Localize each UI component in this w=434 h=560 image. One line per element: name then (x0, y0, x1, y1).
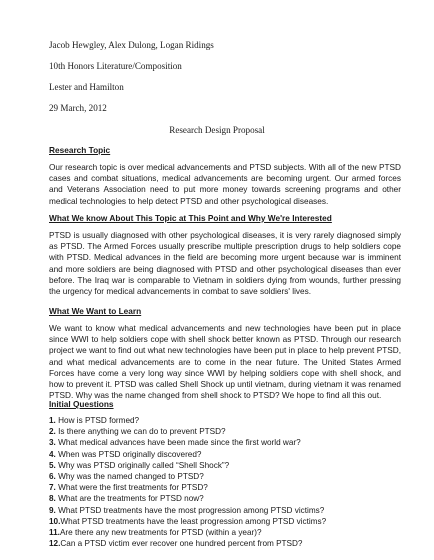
course-line: 10th Honors Literature/Composition (49, 61, 182, 71)
authors-line: Jacob Hewgley, Alex Dulong, Logan Ridings (49, 40, 214, 50)
document-title: Research Design Proposal (169, 125, 265, 135)
list-item: 1. How is PTSD formed? (49, 416, 140, 425)
questions-list (49, 415, 401, 549)
teachers-line: Lester and Hamilton (49, 82, 124, 92)
list-item: 5. Why was PTSD originally called “Shell Shock”? (49, 460, 230, 470)
list-item: 8. What are the treatments for PTSD now? (49, 494, 204, 504)
list-item: 6. Why was the named changed to PTSD? (49, 472, 204, 482)
section-heading: Initial Questions (49, 399, 114, 409)
list-item: 3. What medical advances have been made since the first world war? (49, 438, 301, 448)
section-paragraph: We want to know what medical advancements and new technologies have been put in place since WWI to help soldiers cope with shell shock better known as PTSD. Through our research project we want to find out what new technologies have been put in place to help prevent PTSD, and what medical advancements are to come in the near future. The United States Armed Forces have come a very long way since WWI by helping soldiers cope with shell shock, and how to prevent it. PTSD was called Shell Shock up until vietnam, during vietnam it was renamed PTSD. Why was the name changed from shell shock to PTSD? We hope to find all this out. (49, 324, 401, 401)
section-research-topic (49, 145, 401, 207)
section-heading: Research Topic (49, 145, 111, 155)
section-what-we-want (49, 306, 401, 401)
section-heading: What We Want to Learn (49, 306, 142, 316)
list-item: 12.Can a PTSD victim ever recover one hundred percent from PTSD? (49, 539, 303, 549)
list-item: 4. When was PTSD originally discovered? (49, 449, 202, 459)
list-item: 11.Are there any new treatments for PTSD (within a year)? (49, 528, 262, 538)
list-item: 2. Is there anything we can do to prevent PTSD? (49, 427, 226, 437)
list-item: 9. What PTSD treatments have the most progression among PTSD victims? (49, 505, 325, 515)
list-item: 10.What PTSD treatments have the least progression among PTSD victims? (49, 516, 327, 526)
date-line: 29 March, 2012 (49, 103, 107, 113)
section-paragraph: Our research topic is over medical advancements and PTSD subjects. With all of the new PTSD cases and combat situations, medical advancements are becoming urgent. Our armed forces and Veterans Association need to put more money towards screening programs and other medical technologies to help detect PTSD and other psychological diseases. (49, 163, 401, 206)
section-what-we-know (49, 213, 401, 297)
list-item: 7. What were the first treatments for PTSD? (49, 483, 208, 493)
section-heading: What We know About This Topic at This Point and Why We're Interested (49, 213, 332, 223)
section-paragraph: PTSD is usually diagnosed with other psychological diseases, it is very rarely diagnosed simply as PTSD. The Armed Forces usually prescribe multiple prescription drugs to help soldiers cope with PTSD. Medical advances in the field are becoming more urgent because war is imminent and more soldiers are being diagnosed with PTSD and other psychological diseases than ever before. The Iraq war is comparable to Vietnam in soldiers dying from wounds, further pressing the urgency for medical advancements in combat to save soldiers' lives. (49, 231, 401, 297)
section-initial-questions (49, 399, 401, 549)
